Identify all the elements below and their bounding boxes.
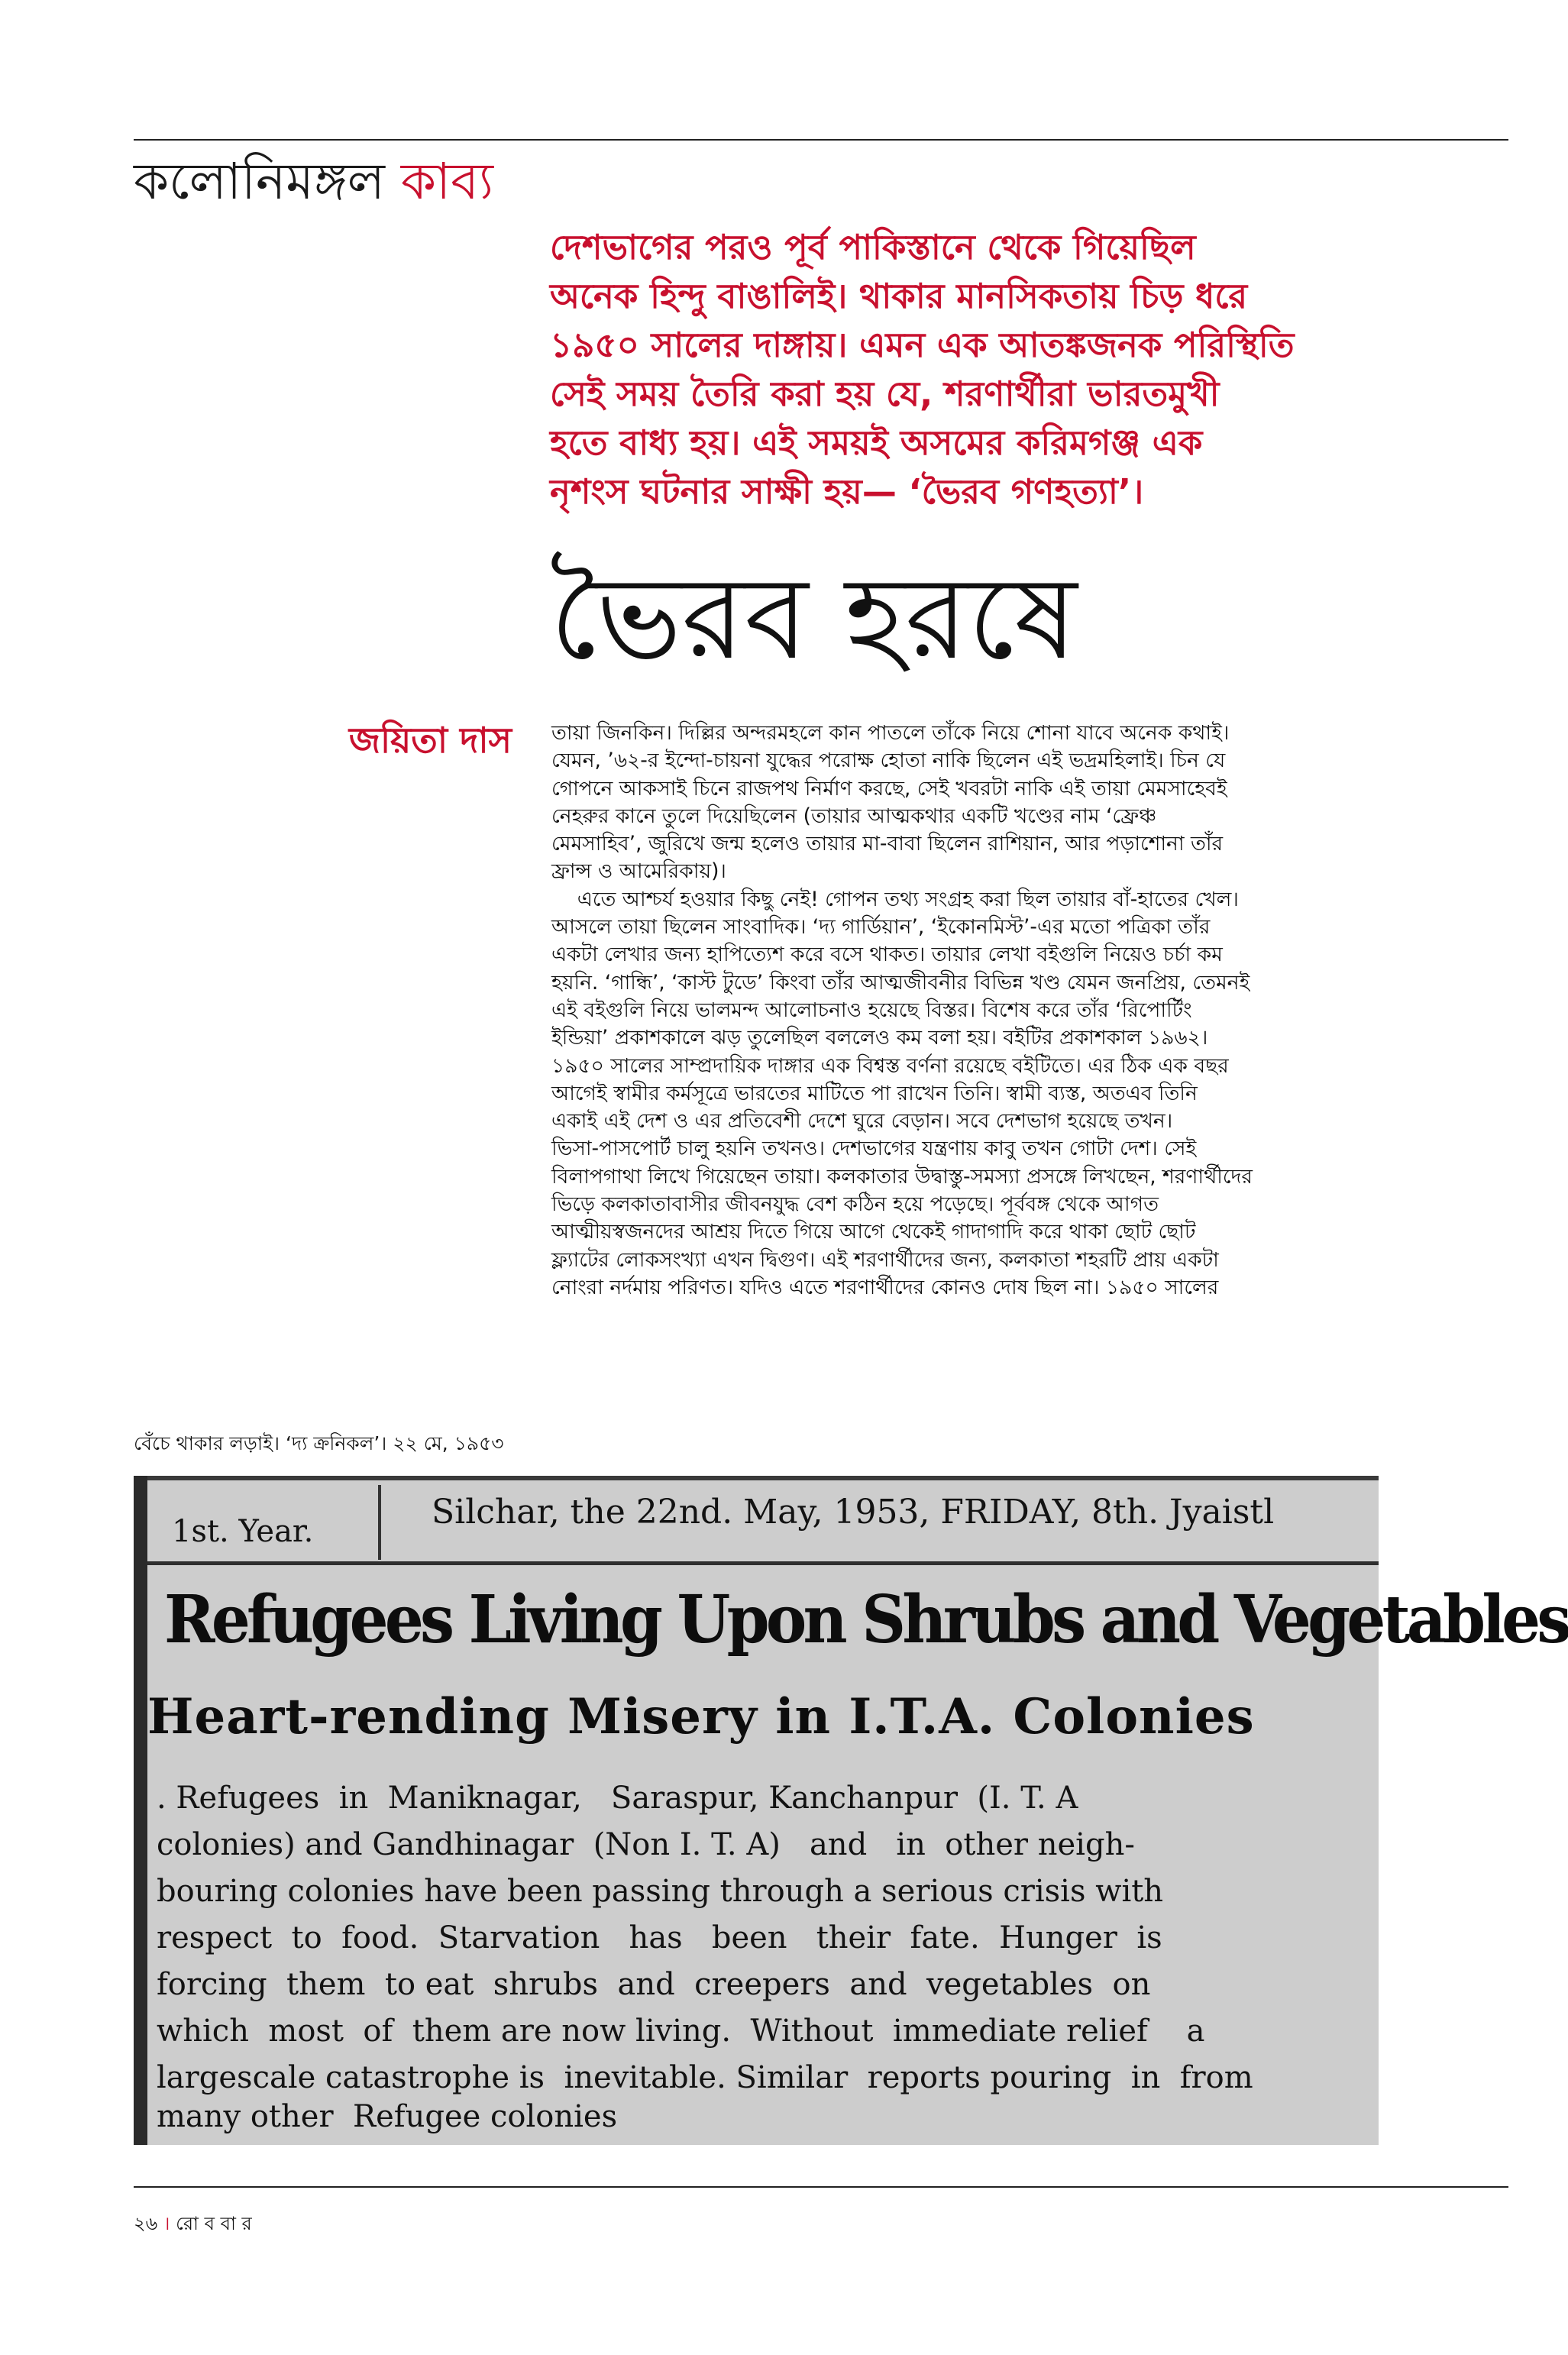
body-line: আত্মীয়স্বজনদের আশ্রয় দিতে গিয়ে আগে থেকেই গাদাগাদি করে থাকা ছোট ছোট (551, 1220, 1196, 1244)
article-body (551, 720, 1414, 1302)
clipping-body (157, 1775, 1363, 2148)
clipping-dateline: Silchar, the 22nd. May, 1953, FRIDAY, 8th. Jyaistl (432, 1493, 1275, 1532)
clipping-top-rule (147, 1476, 1379, 1480)
body-line: হয়নি. ‘গান্ধি’, ‘কাস্ট টুডে’ কিংবা তাঁর আত্মজীবনীর বিভিন্ন খণ্ড যেমন জনপ্রিয়, তেমনই (551, 970, 1250, 995)
body-line: ইন্ডিয়া’ প্রকাশকালে ঝড় তুলেছিল বললেও কম বলা হয়। বইটির প্রকাশকাল ১৯৬২। (551, 1026, 1208, 1050)
body-line: নোংরা নর্দমায় পরিণত। যদিও এতে শরণার্থীদের কোনও দোষ ছিল না। ১৯৫০ সালের (551, 1275, 1219, 1299)
body-line: নেহরুর কানে তুলে দিয়েছিলেন (তায়ার আত্মকথার একটি খণ্ডের নাম ‘ফ্রেঞ্চ (551, 804, 1157, 828)
clipping-year: 1st. Year. (172, 1514, 314, 1549)
footer-separator: । (163, 2213, 170, 2234)
standfirst-line: নৃশংস ঘটনার সাক্ষী হয়— ‘ভৈরব গণহত্যা’। (550, 471, 1144, 512)
image-caption: বেঁচে থাকার লড়াই। ‘দ্য ক্রনিকল’। ২২ মে, ১৯৫৩ (134, 1432, 504, 1454)
clipping-headline: Refugees Living Upon Shrubs and Vegetables (164, 1581, 1568, 1658)
clipping-body-line: respect to food. Starvation has been their fate. Hunger is (157, 1920, 1162, 1955)
article-headline: ভৈরব হরষে (550, 552, 1078, 685)
body-line: একাই এই দেশ ও এর প্রতিবেশী দেশে ঘুরে বেড়ান। সবে দেশভাগ হয়েছে তখন। (551, 1109, 1173, 1134)
body-line: বিলাপগাথা লিখে গিয়েছেন তায়া। কলকাতার উদ্বাস্তু-সমস্যা প্রসঙ্গে লিখছেন, শরণার্থীদের (551, 1164, 1253, 1189)
clipping-subheadline: Heart-rending Misery in I.T.A. Colonies (147, 1688, 1255, 1745)
body-line: এই বইগুলি নিয়ে ভালমন্দ আলোচনাও হয়েছে বিস্তর। বিশেষ করে তাঁর ‘রিপোর্টিং (551, 998, 1192, 1022)
clipping-body-line: many other Refugee colonies (157, 2099, 618, 2134)
clipping-body-line: colonies) and Gandhinagar (Non I. T. A) and in other neigh- (157, 1827, 1135, 1862)
body-line: ভিসা-পাসপোর্ট চালু হয়নি তখনও। দেশভাগের যন্ত্রণায় কাবু তখন গোটা দেশ। সেই (551, 1137, 1197, 1161)
body-line: ফ্রান্স ও আমেরিকায়)। (551, 859, 726, 884)
page-footer (134, 2210, 252, 2240)
body-line: তায়া জিনকিন। দিল্লির অন্দরমহলে কান পাতলে তাঁকে নিয়ে শোনা যাবে অনেক কথাই। (551, 721, 1230, 745)
standfirst-line: ১৯৫০ সালের দাঙ্গায়। এমন এক আতঙ্কজনক পরিস্থিতি (550, 325, 1295, 365)
body-line: ফ্ল্যাটের লোকসংখ্যা এখন দ্বিগুণ। এই শরণার্থীদের জন্য, কলকাতা শহরটি প্রায় একটা (551, 1247, 1219, 1272)
body-line: মেমসাহিব’, জুরিখে জন্ম হলেও তায়ার মা-বাবা ছিলেন রাশিয়ান, আর পড়াশোনা তাঁর (551, 832, 1224, 856)
body-line: এতে আশ্চর্য হওয়ার কিছু নেই! গোপন তথ্য সংগ্রহ করা ছিল তায়ার বাঁ-হাতের খেল। (551, 887, 1239, 911)
standfirst-line: দেশভাগের পরও পূর্ব পাকিস্তানে থেকে গিয়েছিল (550, 227, 1196, 267)
standfirst-line: হতে বাধ্য হয়। এই সময়ই অসমের করিমগঞ্জ এক (550, 422, 1203, 463)
body-line: একটা লেখার জন্য হাপিত্যেশ করে বসে থাকত। তায়ার লেখা বইগুলি নিয়েও চর্চা কম (551, 943, 1223, 967)
body-line: ১৯৫০ সালের সাম্প্রদায়িক দাঙ্গার এক বিশ্বস্ত বর্ণনা রয়েছে বইটিতে। এর ঠিক এক বছর (551, 1053, 1229, 1078)
clipping-body-line: largescale catastrophe is inevitable. Similar reports pouring in from (157, 2060, 1253, 2095)
clipping-body-line: which most of them are now living. Without immediate relief a (157, 2014, 1205, 2049)
standfirst (550, 223, 1428, 516)
series-title-main: কলোনিমঙ্গল (134, 152, 385, 211)
body-line: আগেই স্বামীর কর্মসূত্রে ভারতের মাটিতে পা রাখেন তিনি। স্বামী ব্যস্ত, অতএব তিনি (551, 1081, 1198, 1105)
standfirst-line: অনেক হিন্দু বাঙালিই। থাকার মানসিকতায় চিড় ধরে (550, 276, 1248, 316)
series-title (134, 152, 494, 211)
clipping-column-divider (378, 1485, 381, 1560)
page-number: ২৬ (134, 2213, 158, 2234)
clipping-body-line: forcing them to eat shrubs and creepers and vegetables on (157, 1967, 1151, 2002)
body-line: যেমন, ’৬২-র ইন্দো-চায়না যুদ্ধের পরোক্ষ হোতা নাকি ছিলেন এই ভদ্রমহিলাই। চিন যে (551, 749, 1226, 773)
newspaper-clipping-image (134, 1476, 1568, 2145)
clipping-body-line: bouring colonies have been passing through a serious crisis with (157, 1874, 1164, 1909)
bottom-rule (134, 2186, 1508, 2188)
clipping-masthead-rule (147, 1561, 1379, 1565)
body-line: আসলে তায়া ছিলেন সাংবাদিক। ‘দ্য গার্ডিয়ান’, ‘ইকোনমিস্ট’-এর মতো পত্রিকা তাঁর (551, 915, 1211, 940)
clipping-body-line: . Refugees in Maniknagar, Saraspur, Kanchanpur (I. T. A (157, 1781, 1078, 1816)
top-rule (134, 139, 1508, 141)
clipping-edge (134, 1476, 147, 2145)
author-byline: জয়িতা দাস (348, 720, 512, 761)
standfirst-line: সেই সময় তৈরি করা হয় যে, শরণার্থীরা ভারতমুখী (550, 374, 1220, 414)
magazine-name: রো ব বা র (176, 2213, 252, 2234)
body-line: ভিড়ে কলকাতাবাসীর জীবনযুদ্ধ বেশ কঠিন হয়ে পড়েছে। পূর্ববঙ্গ থেকে আগত (551, 1192, 1159, 1217)
series-title-accent: কাব্য (400, 152, 494, 211)
body-line: গোপনে আকসাই চিনে রাজপথ নির্মাণ করছে, সেই খবরটা নাকি এই তায়া মেমসাহেবই (551, 776, 1227, 801)
